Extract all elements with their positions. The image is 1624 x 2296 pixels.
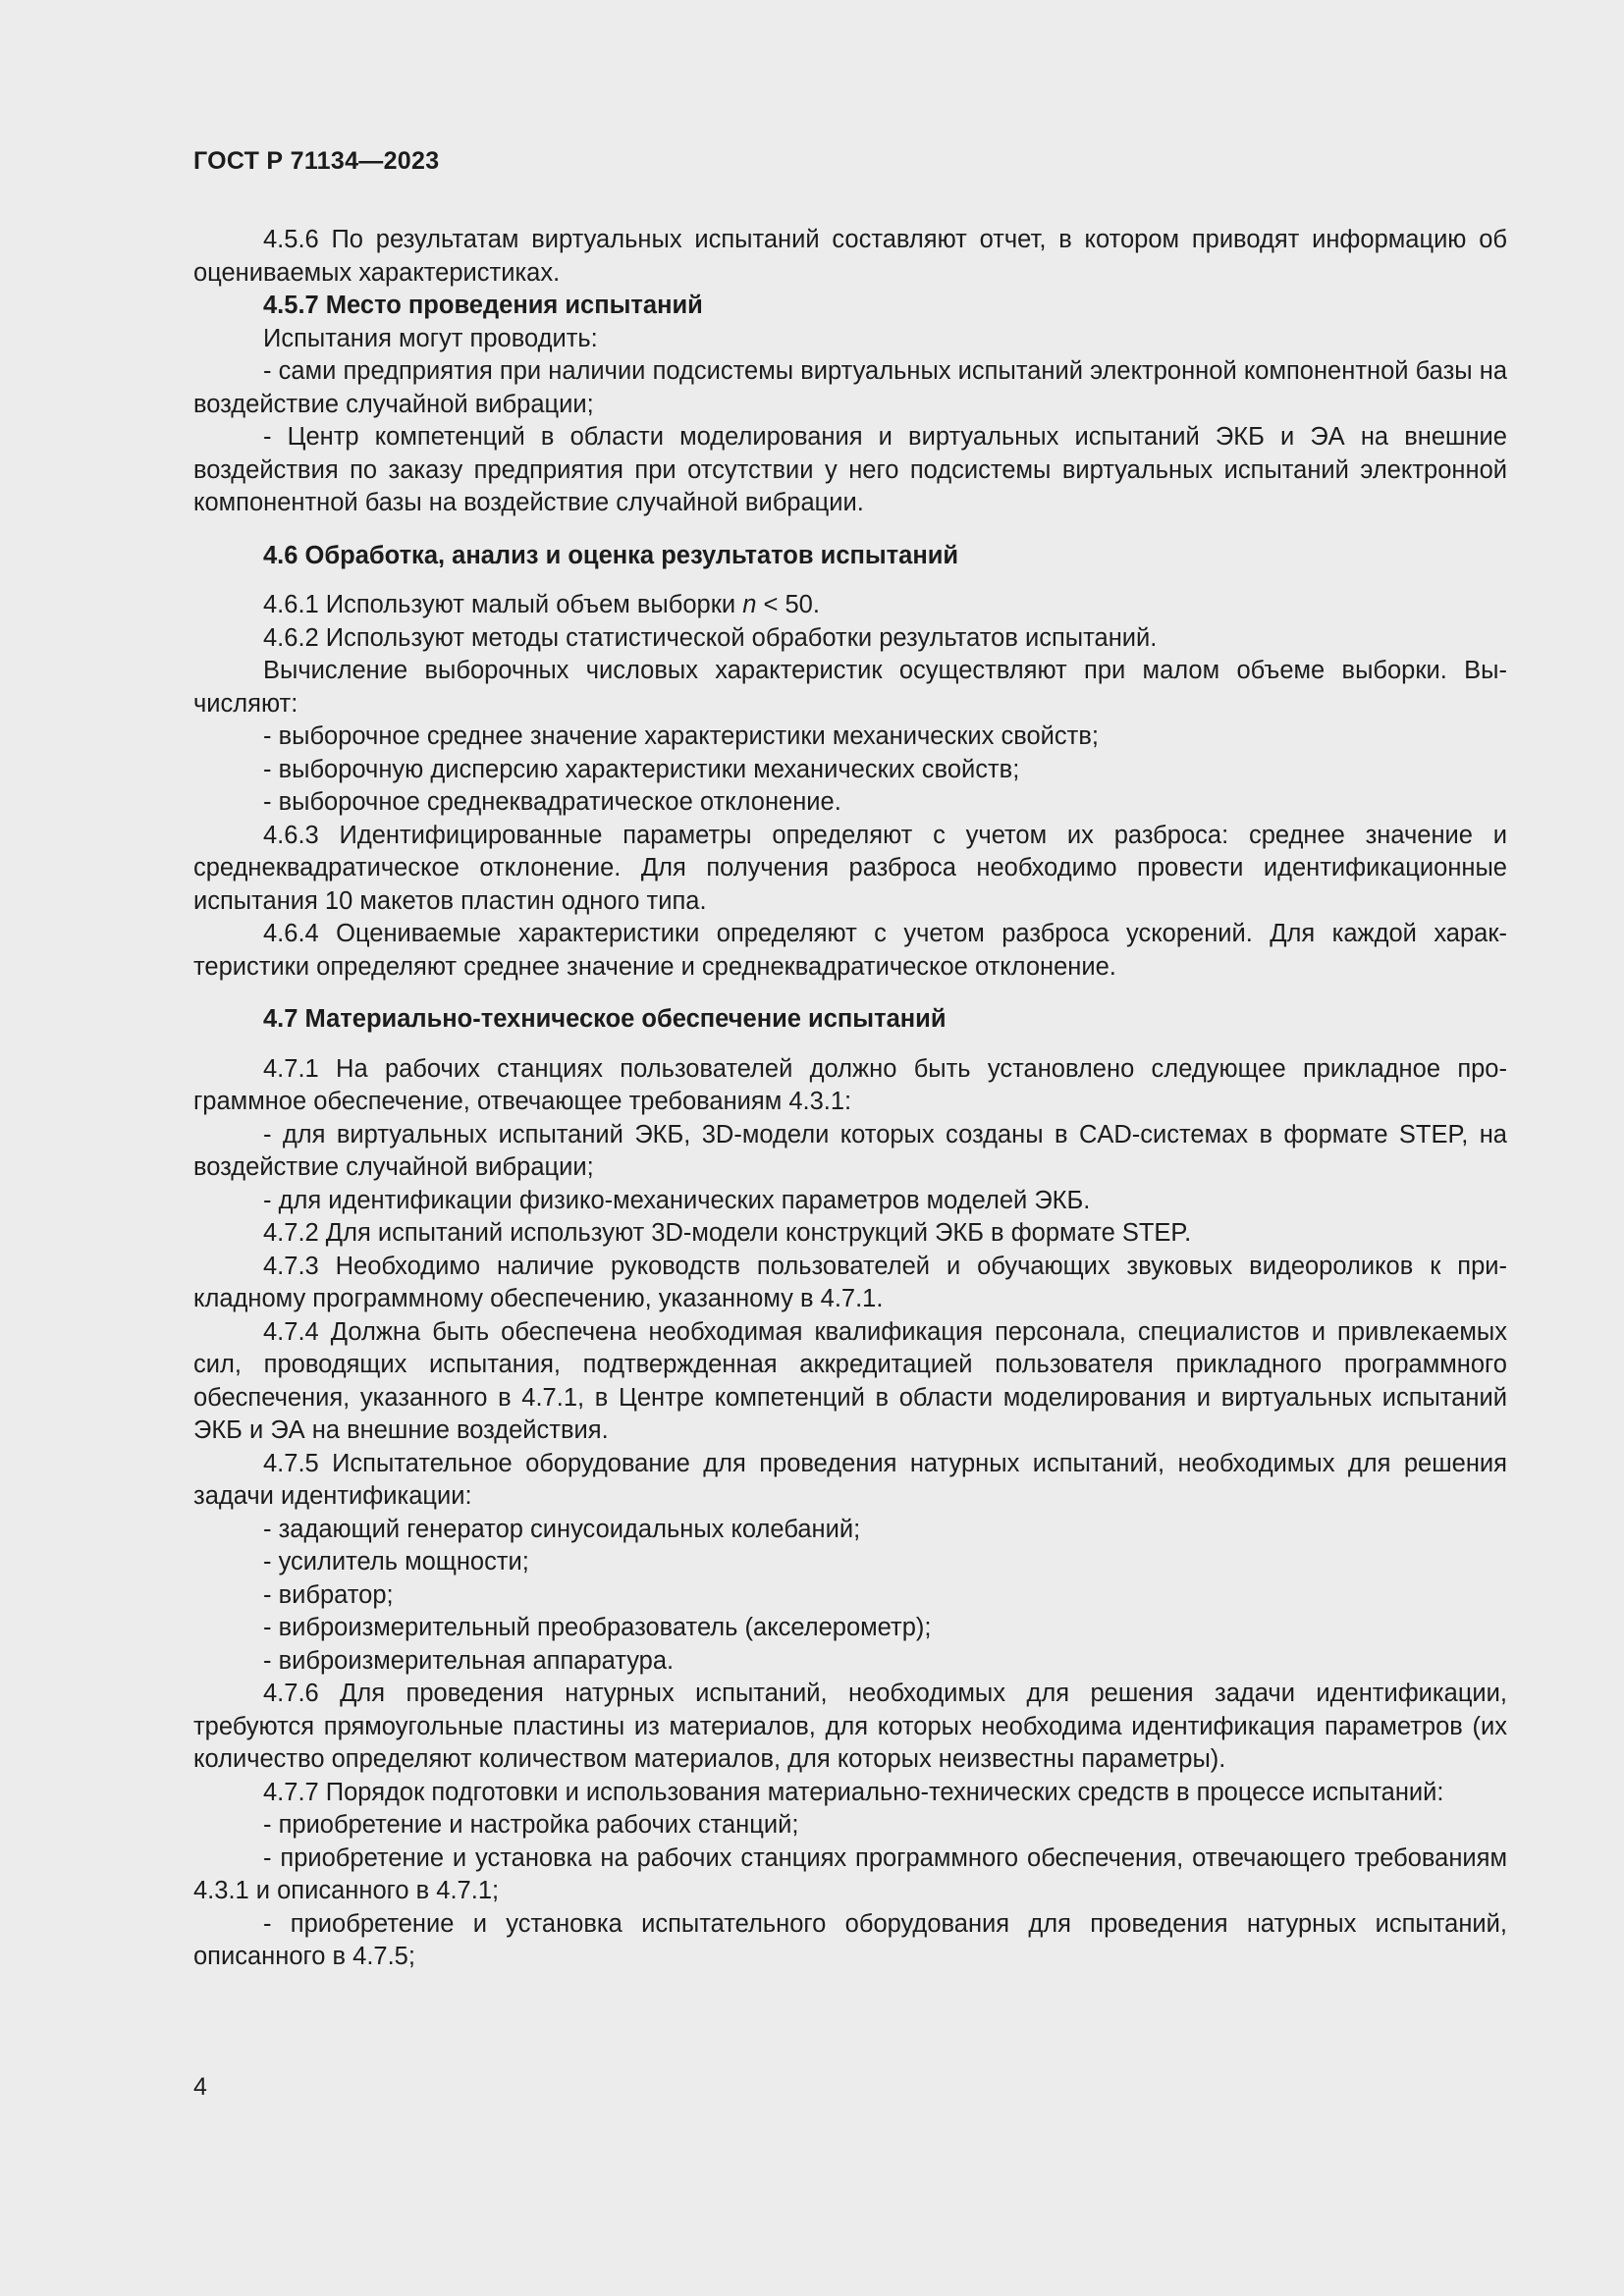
paragraph-4-6-1	[193, 589, 1507, 622]
paragraph: Вычисление выборочных числовых характеристик осуществляют при малом объеме выборки. Вычисляют:	[193, 657, 1507, 718]
list-item: - выборочную дисперсию характеристики механических свойств;	[263, 755, 1020, 783]
italic-variable: n	[742, 591, 757, 618]
list-item: - для идентификации физико-механических параметров моделей ЭКБ.	[263, 1186, 1091, 1214]
paragraph-4-6-4: 4.6.4 Оцениваемые характеристики определяют с учетом разброса ускорений. Для каждой характеристики определяют среднее значение и среднеквадратическое отклонение.	[193, 920, 1507, 981]
paragraph-4-7-6: 4.7.6 Для проведения натурных испытаний, необходимых для решения задачи идентификации, требуются прямоугольные пластины из материалов, для которых необходима идентификация параметров (их количество определяют количеством материалов, для которых неизвестны параметры).	[193, 1680, 1507, 1773]
page-number: 4	[193, 2073, 207, 2101]
list-item: - усилитель мощности;	[263, 1548, 529, 1575]
list-item: - виброизмерительная аппаратура.	[263, 1646, 675, 1675]
list-item: - приобретение и установка на рабочих станциях программного обеспечения, отвечающего требованиям 4.3.1 и описанного в 4.7.1;	[193, 1843, 1507, 1904]
section-heading-4-6: 4.6 Обработка, анализ и оценка результатов испытаний	[263, 541, 959, 569]
list-item: - виброизмерительный преобразователь (акселерометр);	[263, 1614, 932, 1641]
paragraph-4-7-2: 4.7.2 Для испытаний используют 3D-модели конструкций ЭКБ в формате STEP.	[263, 1219, 1192, 1247]
paragraph: Испытания могут проводить:	[263, 324, 598, 352]
paragraph-4-7-5: 4.7.5 Испытательное оборудование для проведения натурных испытаний, необходимых для решения задачи идентификации:	[193, 1449, 1507, 1510]
paragraph-4-7-7: 4.7.7 Порядок подготовки и использования материально-технических средств в процессе испытаний:	[263, 1778, 1444, 1806]
document-header: ГОСТ Р 71134—2023	[193, 147, 440, 175]
heading-4-5-7: 4.5.7 Место проведения испытаний	[263, 292, 703, 319]
paragraph-4-7-4: 4.7.4 Должна быть обеспечена необходимая квалификация персонала, специалистов и привлекаемых сил, проводящих испытания, подтвержденная аккредитацией пользователя прикладного программного обеспечения, указанного в 4.7.1, в Центре компетенций в области моделирования и виртуальных испытаний ЭКБ и ЭА на внешние воздействия.	[193, 1317, 1507, 1444]
list-item: - вибратор;	[263, 1580, 394, 1609]
paragraph-4-6-3: 4.6.3 Идентифицированные параметры определяют с учетом их разброса: среднее значение и среднеквадратическое отклонение. Для получения разброса необходимо провести идентификационные испытания 10 макетов пластин одного типа.	[193, 821, 1507, 915]
paragraph-4-7-1: 4.7.1 На рабочих станциях пользователей должно быть установлено следующее прикладное программное обеспечение, отвечающее требованиям 4.3.1:	[193, 1054, 1507, 1115]
list-item: - Центр компетенций в области моделирования и виртуальных испытаний ЭКБ и ЭА на внешние воздействия по заказу предприятия при отсутствии у него подсистемы виртуальных испытаний электронной компонентной базы на воздействие случайной вибрации.	[193, 423, 1507, 516]
text-run: 4.6.1 Используют малый объем выборки	[263, 591, 743, 618]
list-item: - приобретение и настройка рабочих станций;	[263, 1811, 799, 1839]
section-heading-4-7: 4.7 Материально-техническое обеспечение испытаний	[263, 1005, 947, 1033]
list-item: - выборочное среднее значение характеристики механических свойств;	[263, 722, 1099, 750]
paragraph-4-5-6: 4.5.6 По результатам виртуальных испытаний составляют отчет, в котором приводят информацию об оцениваемых характеристиках.	[193, 226, 1507, 287]
paragraph-4-7-3: 4.7.3 Необходимо наличие руководств пользователей и обучающих звуковых видеороликов к прикладному программному обеспечению, указанному в 4.7.1.	[193, 1252, 1507, 1312]
text-run: < 50.	[756, 591, 820, 618]
list-item: - выборочное среднеквадратическое отклонение.	[263, 788, 841, 816]
list-item: - приобретение и установка испытательного оборудования для проведения натурных испытаний, описанного в 4.7.5;	[193, 1909, 1507, 1970]
document-body	[193, 224, 1507, 1974]
list-item: - задающий генератор синусоидальных колебаний;	[263, 1515, 861, 1543]
list-item: - для виртуальных испытаний ЭКБ, 3D-модели которых созданы в CAD-системах в формате STEP, на воздействие случайной вибрации;	[193, 1120, 1507, 1181]
paragraph-4-6-2: 4.6.2 Используют методы статистической обработки результатов испытаний.	[263, 623, 1158, 652]
list-item: - сами предприятия при наличии подсистемы виртуальных испытаний электронной компонентной базы на воздействие случайной вибрации;	[193, 357, 1507, 418]
